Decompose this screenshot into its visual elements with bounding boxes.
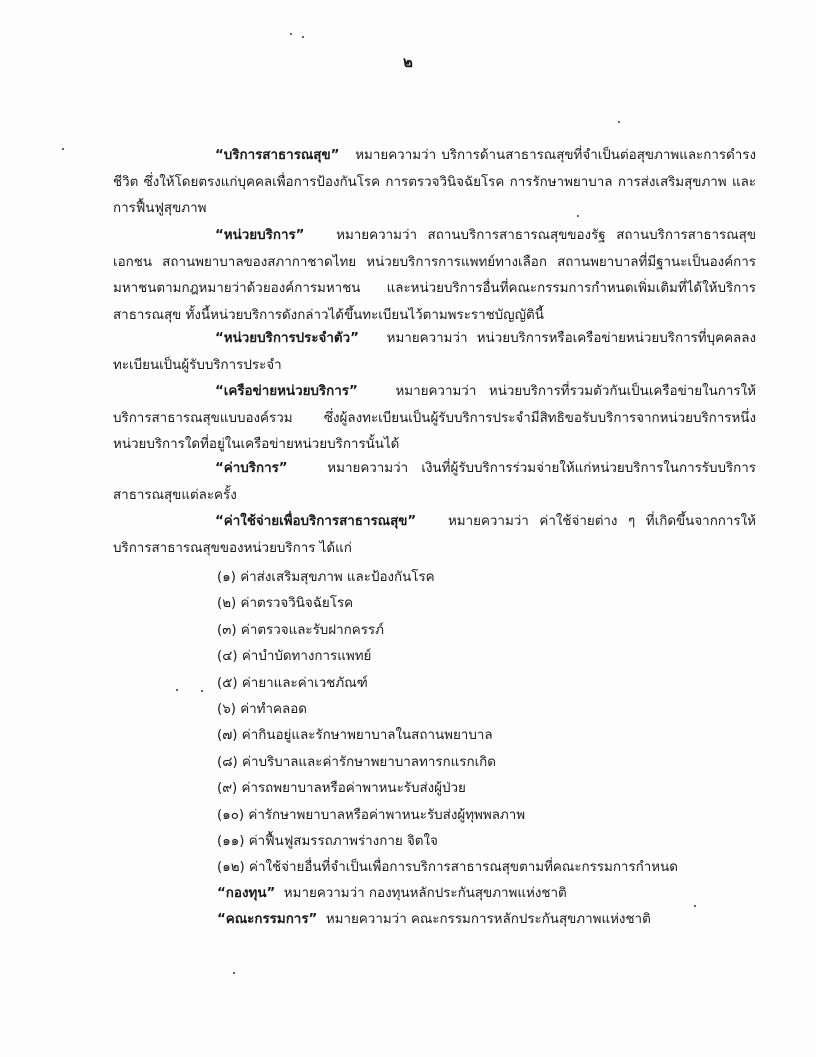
scan-speck (290, 33, 292, 35)
defined-term: “ค่าบริการ” (215, 461, 288, 476)
definition-paragraph-service-unit (113, 223, 756, 329)
definition-text: หมายความว่า หน่วยบริการหรือเครือข่ายหน่วยบริการที่บุคคลลงทะเบียนเป็นผู้รับบริการประจำ (113, 331, 756, 373)
scan-speck (201, 690, 203, 692)
scan-speck (176, 689, 178, 691)
list-item: (๑๑) ค่าฟื้นฟูสมรรถภาพร่างกาย จิตใจ (217, 833, 438, 849)
list-item: (๑) ค่าส่งเสริมสุขภาพ และป้องกันโรค (217, 570, 435, 585)
list-item: (๒) ค่าตรวจวินิจฉัยโรค (217, 596, 354, 612)
defined-term: “เครือข่ายหน่วยบริการ” (215, 384, 358, 399)
list-item: (๑๒) ค่าใช้จ่ายอื่นที่จำเป็นเพื่อการบริการสาธารณสุขตามที่คณะกรรมการกำหนด (217, 860, 678, 876)
definition-text: หมายความว่า สถานบริการสาธารณสุขของรัฐ สถานบริการสาธารณสุขเอกชน สถานพยาบาลของสภากาชาดไทย หน่วยบริการการแพทย์ทางเลือก สถานพยาบาลที่มีฐานะเป็นองค์การมหาชนตามกฎหมายว่าด้วยองค์การมหาชน และหน่วยบริการอื่นที่คณะกรรมการกำหนดเพิ่มเติมที่ได้ให้บริการสาธารณสุข ทั้งนี้หน่วยบริการดังกล่าวได้ขึ้นทะเบียนไว้ตามพระราชบัญญัตินี้ (113, 228, 756, 323)
defined-term: “บริการสาธารณสุข” (215, 148, 340, 163)
page-number: ๒ (403, 53, 413, 71)
definition-text: หมายความว่า กองทุนหลักประกันสุขภาพแห่งชาติ (283, 886, 567, 901)
defined-term: “คณะกรรมการ” (217, 912, 318, 927)
defined-term: “ค่าใช้จ่ายเพื่อบริการสาธารณสุข” (215, 514, 417, 529)
list-item: (๑๐) ค่ารักษาพยาบาลหรือค่าพาหนะรับส่งผู้ทุพพลภาพ (217, 807, 526, 823)
definition-text: หมายความว่า บริการด้านสาธารณสุขที่จำเป็นต่อสุขภาพและการดำรงชีวิต ซึ่งให้โดยตรงแก่บุคคลเพื่อการป้องกันโรค การตรวจวินิจฉัยโรค การรักษาพยาบาล การส่งเสริมสุขภาพ และการฟื้นฟูสุขภาพ (113, 148, 756, 216)
list-item: (๘) ค่าบริบาลและค่ารักษาพยาบาลทารกแรกเกิด (217, 754, 496, 770)
definition-line-committee (217, 907, 651, 933)
list-item: (๔) ค่าบำบัดทางการแพทย์ (217, 649, 372, 665)
definition-paragraph-public-health-service (113, 143, 756, 223)
scan-speck (577, 215, 579, 217)
definition-paragraph-primary-service-unit (113, 326, 756, 379)
definition-text: หมายความว่า เงินที่ผู้รับบริการร่วมจ่ายให้แก่หน่วยบริการในการรับบริการสาธารณสุขแต่ละครั้ง (113, 461, 756, 503)
scan-speck (694, 905, 696, 907)
list-item: (๖) ค่าทำคลอด (217, 701, 307, 717)
definition-text: หมายความว่า คณะกรรมการหลักประกันสุขภาพแห่งชาติ (325, 912, 651, 927)
definition-line-fund (217, 881, 567, 907)
definition-paragraph-service-fee (113, 456, 756, 509)
list-item: (๗) ค่ากินอยู่และรักษาพยาบาลในสถานพยาบาล (217, 728, 493, 744)
definition-text: หมายความว่า ค่าใช้จ่ายต่าง ๆ ที่เกิดขึ้นจากการให้บริการสาธารณสุขของหน่วยบริการ ได้แก่ (113, 514, 756, 556)
list-item: (๙) ค่ารถพยาบาลหรือค่าพาหนะรับส่งผู้ป่วย (217, 781, 466, 797)
defined-term: “หน่วยบริการประจำตัว” (215, 331, 359, 346)
definition-paragraph-service-network (113, 379, 756, 459)
definition-paragraph-service-expenses (113, 509, 756, 562)
list-item: (๕) ค่ายาและค่าเวชภัณฑ์ (217, 675, 368, 691)
scan-speck (302, 36, 304, 38)
expense-items-list (217, 565, 777, 882)
defined-term: “กองทุน” (217, 886, 276, 901)
defined-term: “หน่วยบริการ” (215, 228, 305, 243)
list-item: (๓) ค่าตรวจและรับฝากครรภ์ (217, 622, 384, 638)
definition-text: หมายความว่า หน่วยบริการที่รวมตัวกันเป็นเครือข่ายในการให้บริการสาธารณสุขแบบองค์รวม ซึ่งผู้ลงทะเบียนเป็นผู้รับบริการประจำมีสิทธิขอรับบริการจากหน่วยบริการหนึ่งหน่วยบริการใดที่อยู่ในเครือข่ายหน่วยบริการนั้นได้ (113, 384, 756, 452)
scan-speck (62, 148, 64, 150)
scan-speck (618, 121, 620, 123)
scan-speck (233, 972, 235, 974)
